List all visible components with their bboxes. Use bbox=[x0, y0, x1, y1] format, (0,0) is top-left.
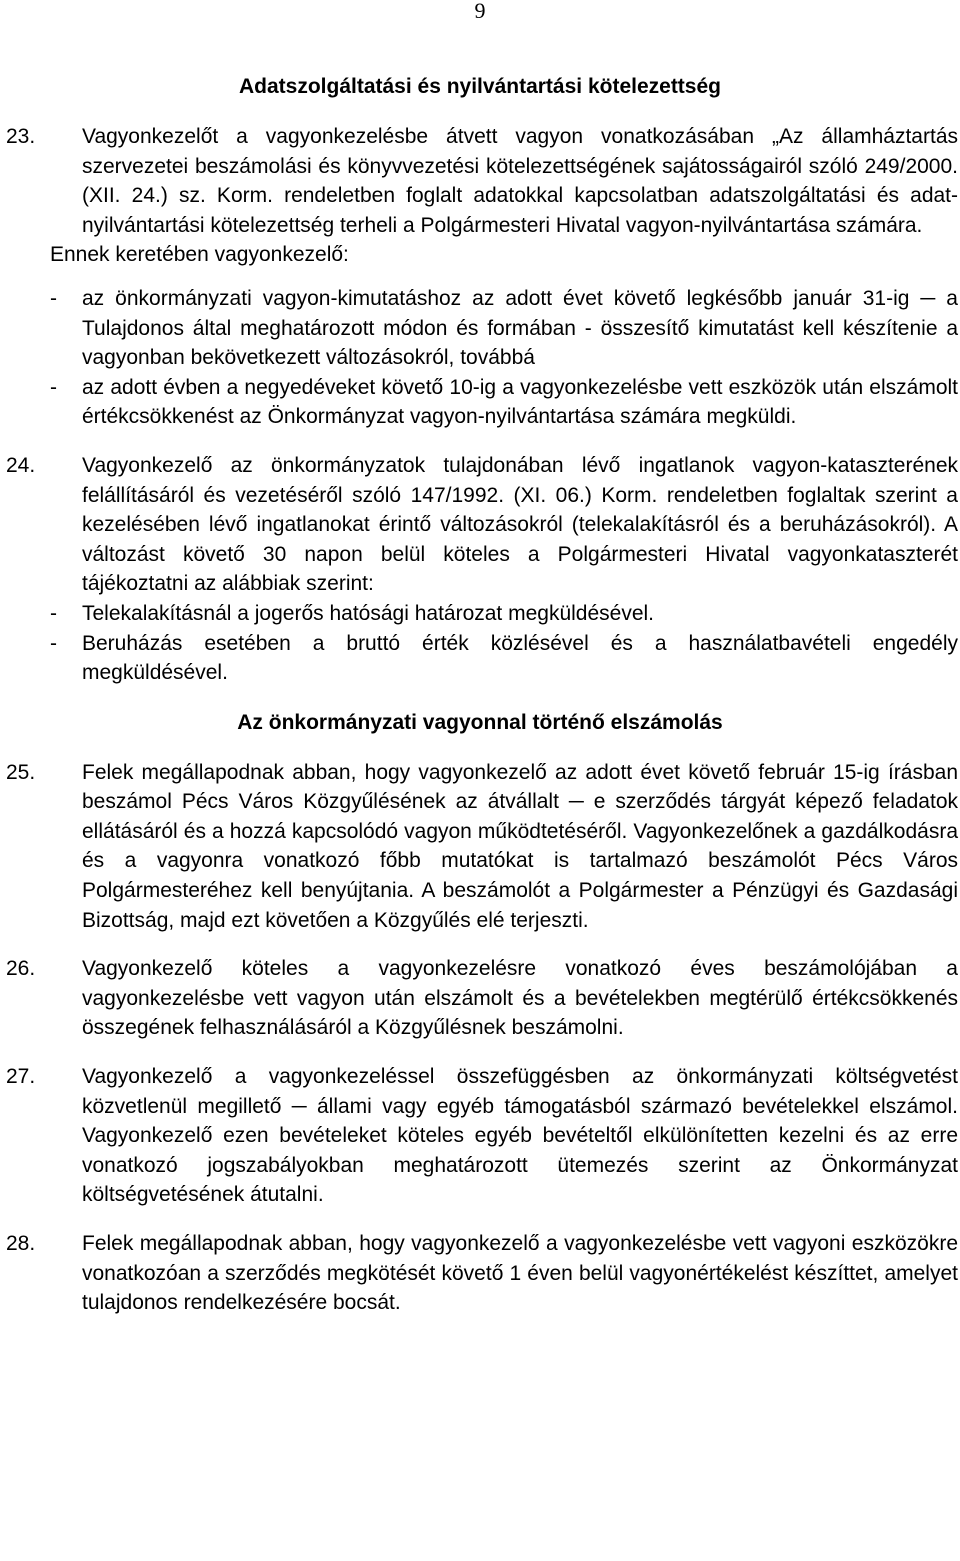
clause-number: 27. bbox=[6, 1065, 36, 1089]
list-item: - Beruházás esetében a bruttó érték közlésével és a használatbavételi engedély megküldésével. bbox=[50, 631, 958, 685]
clause-24-list bbox=[50, 599, 958, 688]
clause-25 bbox=[6, 758, 958, 936]
section-heading-data-reporting: Adatszolgáltatási és nyilvántartási kötelezettség bbox=[238, 75, 721, 98]
list-item: - az adott évben a negyedéveket követő 10-ig a vagyonkezelésbe vett eszközök után elszámolt értékcsökkenést az Önkormányzat vagyon-nyilvántartása számára megküldi. bbox=[50, 375, 958, 429]
clause-text: Felek megállapodnak abban, hogy vagyonkezelő az adott évet követő február 15-ig írásban beszámol Pécs Város Közgyűlésének az átvállalt ─ e szerződés tárgyát képező feladatok ellátásáról és a hozzá kapcsolódó vagyon működtetéséről. Vagyonkezelőnek a gazdálkodásra és a vagyonra vonatkozó főbb mutatókat is tartalmazó beszámolót Pécs Város Polgármesteréhez kell benyújtania. A beszámolót a Polgármester a Pénzügyi és Gazdasági Bizottság, majd ezt követően a Közgyűlés elé terjeszti. bbox=[82, 760, 958, 932]
clause-number: 24. bbox=[6, 453, 36, 477]
clause-23 bbox=[6, 122, 958, 240]
section-heading-settlement: Az önkormányzati vagyonnal történő elszámolás bbox=[237, 710, 723, 734]
list-item: - az önkormányzati vagyon-kimutatáshoz az adott évet követő legkésőbb január 31-ig ─ a Tulajdonos által meghatározott módon és formában - összesítő kimutatást kell készítenie a vagyonban bekövetkezett változásokról, továbbá bbox=[50, 286, 958, 370]
clause-23-list bbox=[50, 284, 958, 432]
clause-number: 23. bbox=[6, 125, 36, 148]
clause-text: Vagyonkezelő az önkormányzatok tulajdonában lévő ingatlanok vagyon-kataszterének felállításáról és vezetéséről szóló 147/1992. (XI. 06.) Korm. rendeletben foglaltak szerint a kezelésében lévő ingatlanokat érintő változásokról (telekalakításról és a beruházásokról). A változást követő 30 napon belül köteles a Polgármesteri Hivatal vagyonkataszterét tájékoztatni az alábbiak szerint: bbox=[82, 453, 958, 596]
clause-text: Felek megállapodnak abban, hogy vagyonkezelő a vagyonkezelésbe vett vagyoni eszközökre vonatkozóan a szerződés megkötését követő 1 éven belül vagyonértékelést készíttet, amelyet tulajdonos rendelkezésére bocsát. bbox=[82, 1232, 958, 1315]
clause-number: 28. bbox=[6, 1232, 36, 1255]
clause-text: Vagyonkezelőt a vagyonkezelésbe átvett vagyon vonatkozásában „Az államháztartás szervezetei beszámolási és könyvvezetési kötelezettségének sajátosságairól szóló 249/2000. (XII. 24.) sz. Korm. rendeletben foglalt adatokkal kapcsolatban adatszolgáltatási és adat-nyilvántartási kötelezettség terheli a Polgármesteri Hivatal vagyon-nyilvántartása számára. bbox=[82, 125, 958, 237]
clause-27 bbox=[6, 1062, 958, 1210]
clause-23-intro: Ennek keretében vagyonkezelő: bbox=[50, 243, 349, 267]
clause-number: 25. bbox=[6, 760, 36, 784]
list-item: - Telekalakításnál a jogerős hatósági határozat megküldésével. bbox=[50, 601, 655, 625]
clause-text: Vagyonkezelő a vagyonkezeléssel összefüggésben az önkormányzati költségvetést közvetlenül megillető ─ állami vagy egyéb támogatásból származó bevételekkel elszámol. Vagyonkezelő ezen bevételeket köteles egyéb bevételtől elkülönítetten kezelni és az erre vonatkozó jogszabályokban meghatározott ütemezés szerint az Önkormányzat költségvetésének átutalni. bbox=[82, 1065, 958, 1207]
clause-26 bbox=[6, 954, 958, 1043]
clause-28 bbox=[6, 1229, 958, 1318]
clause-number: 26. bbox=[6, 957, 36, 981]
clause-24 bbox=[6, 451, 958, 599]
page-number: 9 bbox=[474, 0, 486, 23]
clause-text: Vagyonkezelő köteles a vagyonkezelésre vonatkozó éves beszámolójában a vagyonkezelésbe vett vagyon után elszámolt és a bevételekben megtérülő értékcsökkenés összegének felhasználásáról a Közgyűlésnek beszámolni. bbox=[82, 957, 958, 1040]
page-content bbox=[6, 74, 958, 1318]
